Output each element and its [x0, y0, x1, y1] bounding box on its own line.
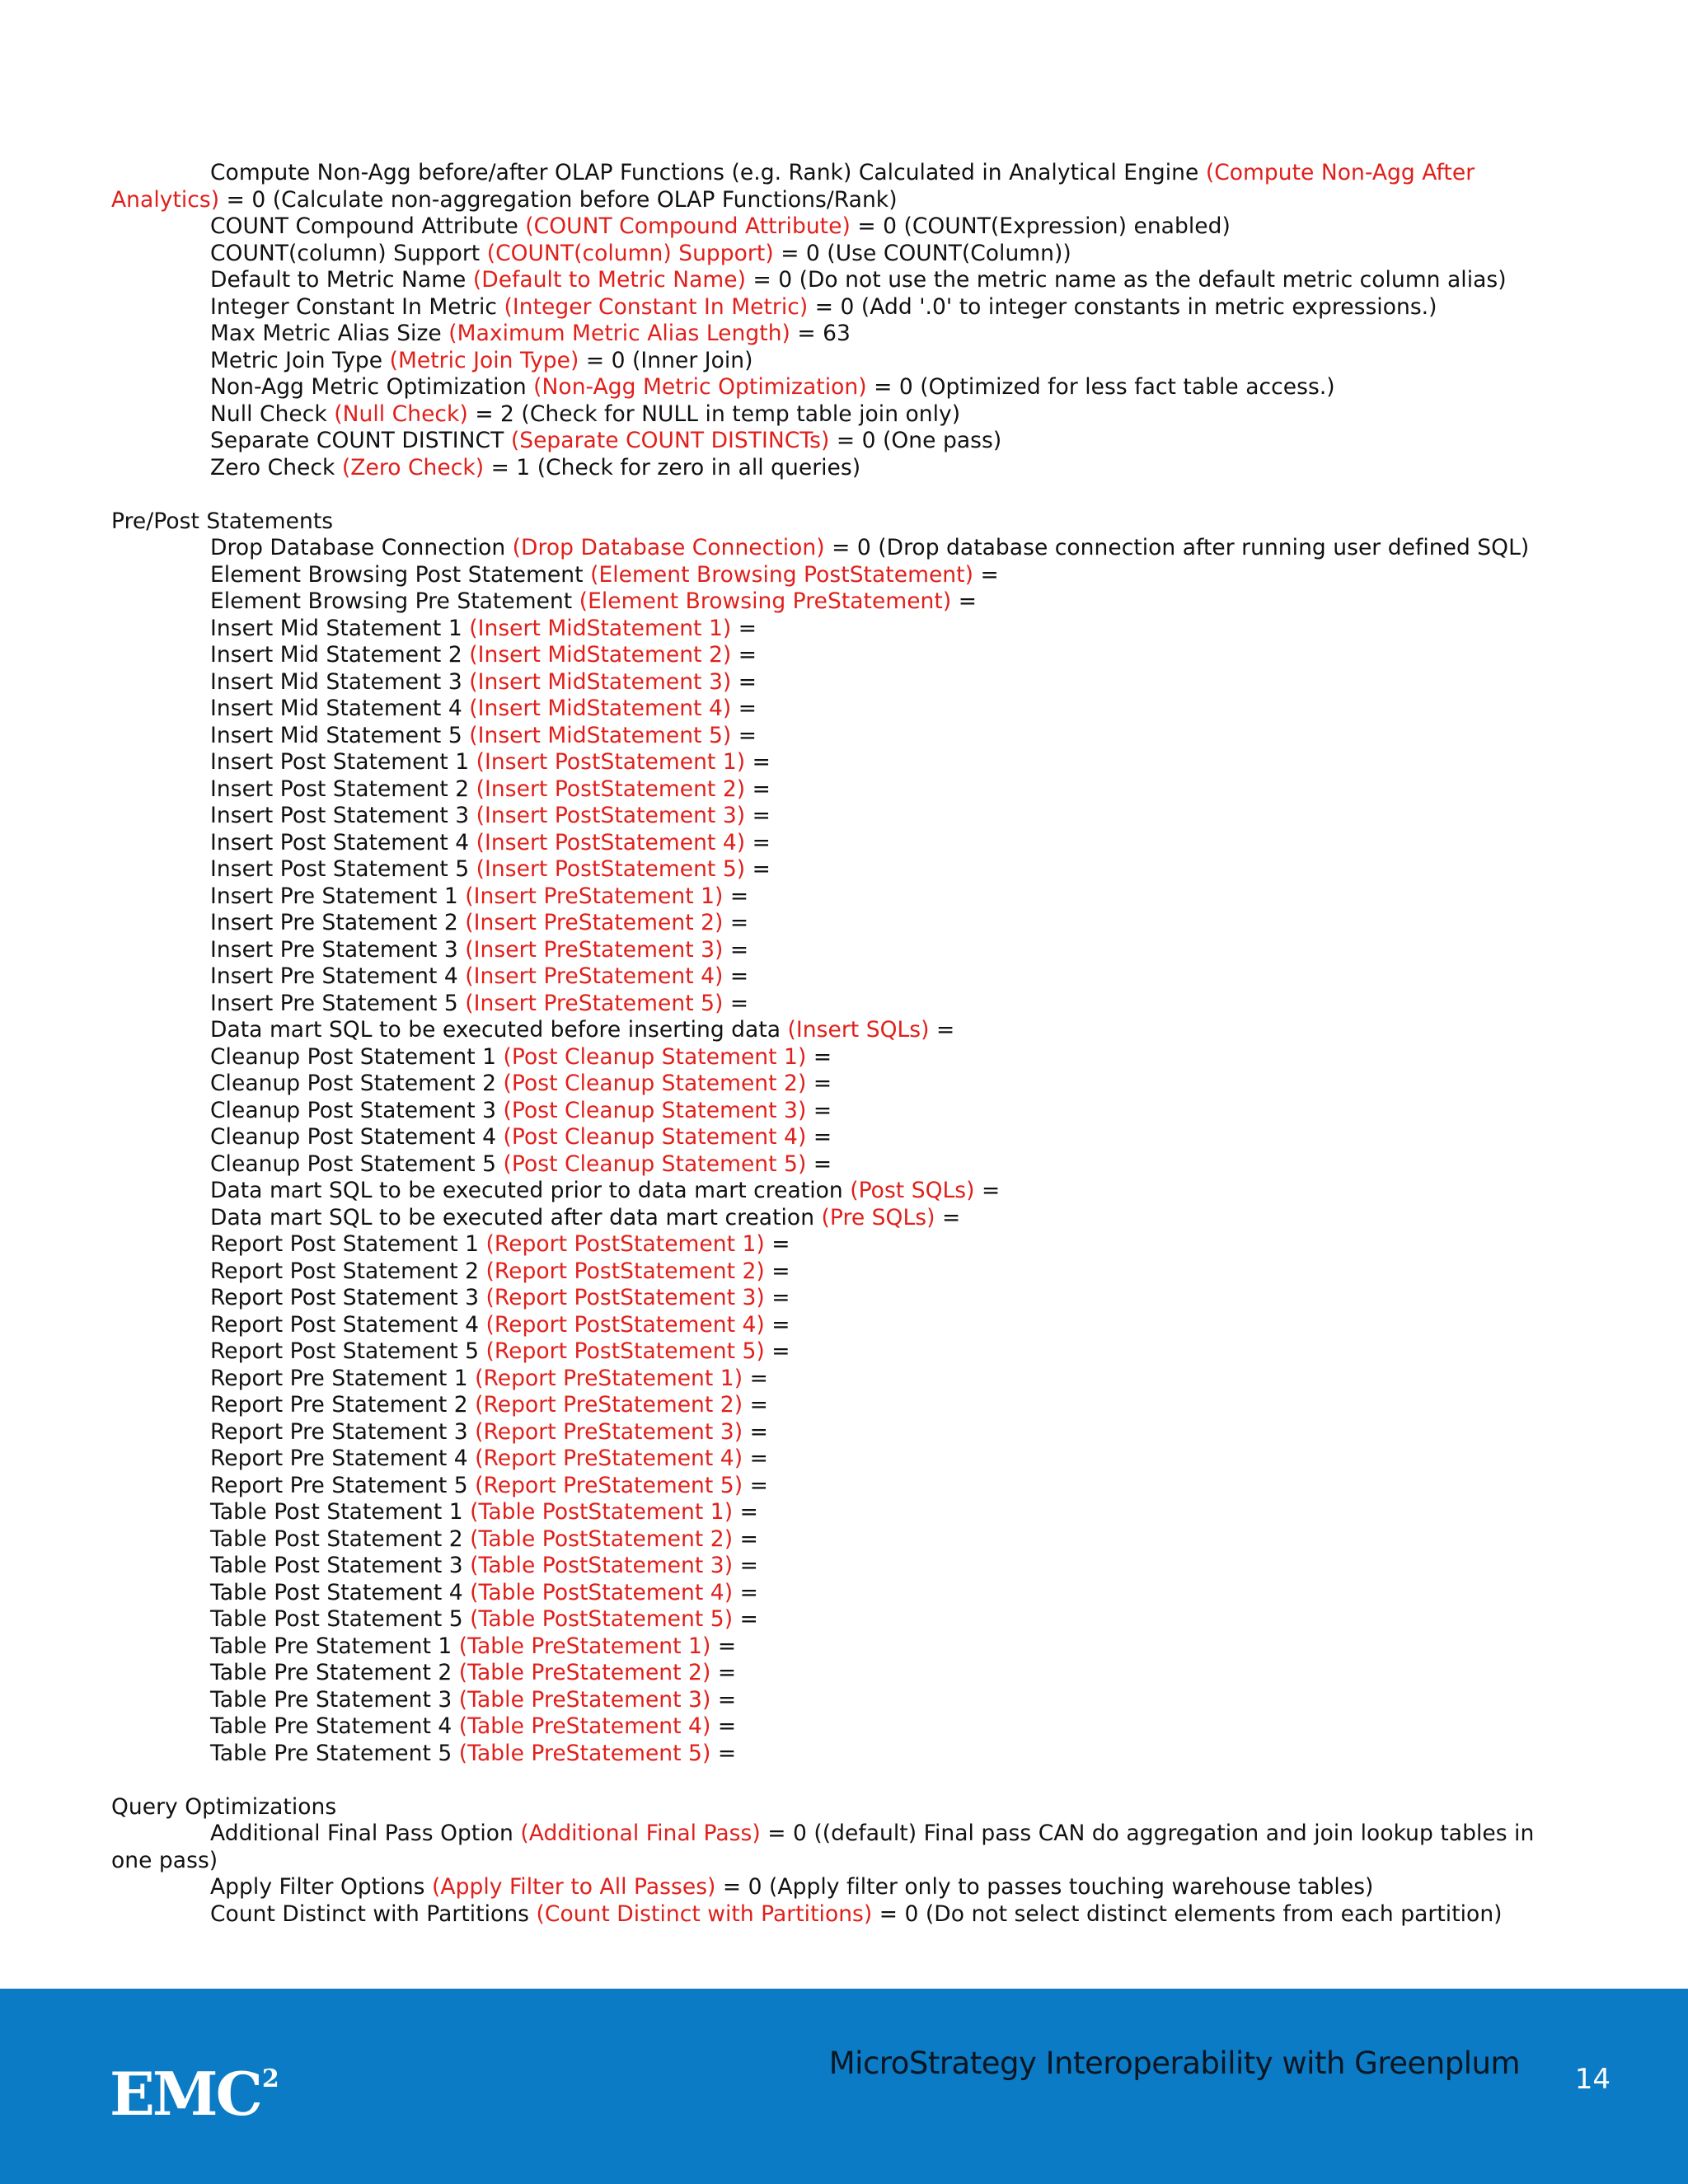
setting-value: = — [764, 1231, 790, 1257]
setting-line — [111, 1258, 1578, 1286]
setting-key: (Table PostStatement 1) — [470, 1499, 734, 1525]
setting-line — [111, 642, 1578, 669]
setting-value: = — [745, 749, 771, 775]
setting-name: Table Pre Statement 4 — [210, 1713, 459, 1739]
setting-name: Integer Constant In Metric — [210, 293, 504, 320]
setting-name: Report Pre Statement 1 — [210, 1365, 476, 1391]
setting-value: = 0 (Inner Join) — [579, 347, 753, 373]
setting-value: = — [973, 561, 999, 588]
setting-key: (Insert MidStatement 4) — [469, 696, 732, 721]
setting-line — [111, 1901, 1578, 1929]
setting-name: Cleanup Post Statement 3 — [210, 1097, 504, 1123]
setting-value: = — [710, 1740, 737, 1766]
setting-line — [111, 588, 1578, 616]
setting-value: = — [745, 856, 771, 882]
setting-key: (Table PreStatement 4) — [458, 1713, 711, 1739]
setting-key: (Non-Agg Metric Optimization) — [533, 374, 867, 400]
setting-key: (Compute Non-Agg After Analytics) — [111, 160, 1475, 213]
setting-name: Insert Pre Statement 1 — [210, 883, 466, 909]
setting-value: = — [806, 1097, 832, 1123]
setting-line — [111, 963, 1578, 991]
setting-key: (Insert PreStatement 4) — [465, 963, 724, 989]
section-spacer — [111, 481, 1578, 509]
setting-line — [111, 1178, 1578, 1205]
setting-value: = — [723, 936, 749, 963]
setting-line — [111, 160, 1578, 213]
setting-value: = 0 (Do not use the metric name as the default metric column alias) — [746, 267, 1507, 293]
setting-key: (Report PostStatement 4) — [485, 1311, 765, 1338]
setting-name: Insert Mid Statement 4 — [210, 696, 470, 721]
setting-name: Table Post Statement 1 — [210, 1499, 471, 1525]
setting-name: Table Pre Statement 3 — [210, 1686, 459, 1713]
setting-value: = — [929, 1017, 955, 1043]
setting-value: = — [710, 1633, 737, 1659]
setting-line — [111, 374, 1578, 401]
setting-name: Max Metric Alias Size — [210, 321, 449, 346]
setting-key: (Table PostStatement 5) — [470, 1606, 734, 1632]
setting-name: Report Post Statement 5 — [210, 1338, 486, 1364]
setting-name: Table Pre Statement 1 — [210, 1633, 459, 1659]
setting-line — [111, 1071, 1578, 1098]
setting-name: Cleanup Post Statement 1 — [210, 1043, 504, 1070]
setting-line — [111, 213, 1578, 241]
setting-key: (Insert PreStatement 3) — [465, 936, 724, 963]
setting-key: (Table PreStatement 5) — [458, 1740, 711, 1766]
setting-value: = — [806, 1124, 832, 1150]
section-spacer — [111, 1767, 1578, 1794]
setting-name: Count Distinct with Partitions — [210, 1900, 537, 1927]
setting-value: = 0 (Do not select distinct elements from each partition) — [872, 1900, 1503, 1927]
setting-line — [111, 1366, 1578, 1393]
setting-value: = — [733, 1499, 758, 1525]
setting-name: Insert Post Statement 2 — [210, 776, 476, 802]
setting-name: Separate COUNT DISTINCT — [210, 428, 511, 453]
setting-line — [111, 1124, 1578, 1151]
setting-line — [111, 1713, 1578, 1741]
setting-line — [111, 1580, 1578, 1607]
setting-line — [111, 267, 1578, 294]
setting-key: (Insert PreStatement 5) — [465, 990, 724, 1016]
setting-key: (COUNT(column) Support) — [486, 240, 774, 266]
setting-key: (Table PreStatement 1) — [458, 1633, 711, 1659]
page-number: 14 — [1574, 2063, 1611, 2096]
setting-line — [111, 1633, 1578, 1661]
setting-value: = 1 (Check for zero in all queries) — [484, 454, 861, 480]
setting-line — [111, 1338, 1578, 1366]
setting-name: Drop Database Connection — [210, 535, 513, 560]
setting-name: Null Check — [210, 401, 335, 427]
setting-name: Cleanup Post Statement 4 — [210, 1124, 504, 1150]
setting-key: (Insert PostStatement 5) — [476, 856, 746, 882]
setting-value: = — [745, 803, 771, 828]
setting-name: Report Post Statement 2 — [210, 1258, 486, 1284]
setting-value: = — [974, 1178, 1001, 1203]
setting-line — [111, 1660, 1578, 1687]
setting-key: (Maximum Metric Alias Length) — [448, 321, 790, 346]
setting-line — [111, 1446, 1578, 1473]
setting-key: (Insert MidStatement 2) — [469, 642, 732, 668]
setting-key: (Insert PostStatement 4) — [476, 829, 746, 855]
setting-value: = — [733, 1606, 758, 1632]
setting-line — [111, 1392, 1578, 1419]
setting-line — [111, 321, 1578, 348]
setting-value: = — [743, 1392, 768, 1418]
setting-value: = — [745, 776, 771, 802]
setting-name: Insert Mid Statement 3 — [210, 668, 470, 695]
setting-value: = 2 (Check for NULL in temp table join only) — [467, 401, 961, 427]
setting-key: (Insert MidStatement 3) — [469, 668, 732, 695]
setting-key: (Report PreStatement 1) — [475, 1365, 743, 1391]
setting-value: = 0 (Apply filter only to passes touching warehouse tables) — [715, 1874, 1374, 1900]
setting-value: = — [731, 722, 757, 748]
setting-line — [111, 1821, 1578, 1874]
setting-name: Zero Check — [210, 454, 342, 480]
setting-name: Table Post Statement 2 — [210, 1526, 471, 1552]
setting-line — [111, 1687, 1578, 1714]
document-title: MicroStrategy Interoperability with Greenplum — [828, 2046, 1520, 2081]
setting-value: = — [733, 1553, 758, 1578]
logo-superscript: 2 — [261, 2064, 279, 2093]
setting-key: (Count Distinct with Partitions) — [536, 1900, 873, 1927]
setting-name: Table Post Statement 3 — [210, 1553, 471, 1578]
setting-key: (Insert PostStatement 3) — [476, 803, 746, 828]
setting-name: Insert Post Statement 3 — [210, 803, 476, 828]
setting-line — [111, 616, 1578, 643]
setting-line — [111, 803, 1578, 830]
setting-name: Insert Post Statement 4 — [210, 829, 476, 855]
setting-key: (Report PostStatement 1) — [485, 1231, 765, 1257]
setting-value: = 0 (Calculate non-aggregation before OLAP Functions/Rank) — [219, 186, 898, 213]
setting-key: (Report PostStatement 2) — [485, 1258, 765, 1284]
setting-key: (Post Cleanup Statement 5) — [503, 1151, 807, 1177]
setting-name: Insert Pre Statement 2 — [210, 910, 466, 935]
setting-line — [111, 1499, 1578, 1526]
setting-key: (Pre SQLs) — [821, 1204, 935, 1230]
setting-value: = — [731, 668, 757, 695]
setting-value: = — [764, 1285, 790, 1310]
setting-key: (Drop Database Connection) — [512, 535, 825, 560]
setting-name: Report Post Statement 4 — [210, 1311, 486, 1338]
setting-value: = 0 (Add '.0' to integer constants in metric expressions.) — [808, 293, 1437, 320]
setting-key: (Separate COUNT DISTINCTs) — [510, 428, 830, 453]
setting-key: (Zero Check) — [341, 454, 485, 480]
setting-name: Default to Metric Name — [210, 267, 473, 293]
setting-line — [111, 241, 1578, 268]
setting-line — [111, 1285, 1578, 1312]
setting-name: Cleanup Post Statement 2 — [210, 1071, 504, 1096]
setting-line — [111, 348, 1578, 375]
setting-line — [111, 1151, 1578, 1179]
setting-line — [111, 294, 1578, 321]
setting-line — [111, 1044, 1578, 1071]
setting-name: Non-Agg Metric Optimization — [210, 374, 534, 400]
setting-key: (Report PreStatement 5) — [475, 1472, 743, 1498]
setting-name: Insert Post Statement 1 — [210, 749, 476, 775]
setting-line — [111, 991, 1578, 1018]
setting-key: (Element Browsing PreStatement) — [579, 588, 952, 614]
setting-key: (Insert PostStatement 1) — [476, 749, 746, 775]
setting-line — [111, 535, 1578, 562]
setting-value: = — [764, 1338, 790, 1364]
setting-value: = — [731, 615, 757, 641]
setting-key: (Apply Filter to All Passes) — [432, 1874, 716, 1900]
setting-value: = — [743, 1365, 768, 1391]
setting-line — [111, 1606, 1578, 1633]
setting-line — [111, 428, 1578, 455]
setting-value: = — [731, 642, 757, 668]
setting-value: = — [723, 990, 749, 1016]
setting-line — [111, 1874, 1578, 1901]
setting-line — [111, 883, 1578, 911]
setting-key: (Insert SQLs) — [787, 1017, 930, 1043]
setting-name: Report Post Statement 3 — [210, 1285, 486, 1310]
setting-name: Insert Pre Statement 3 — [210, 936, 466, 963]
setting-key: (Post Cleanup Statement 3) — [503, 1097, 807, 1123]
setting-line — [111, 723, 1578, 750]
setting-line — [111, 1205, 1578, 1232]
setting-key: (Table PreStatement 2) — [458, 1660, 711, 1685]
setting-name: Apply Filter Options — [210, 1874, 433, 1900]
setting-value: = — [745, 829, 771, 855]
setting-key: (Table PreStatement 3) — [458, 1686, 711, 1713]
setting-line — [111, 696, 1578, 723]
setting-name: Data mart SQL to be executed prior to data mart creation — [210, 1178, 851, 1203]
setting-line — [111, 1553, 1578, 1580]
setting-line — [111, 1098, 1578, 1125]
setting-value: = — [733, 1526, 758, 1552]
setting-value: = — [951, 588, 977, 614]
setting-line — [111, 562, 1578, 589]
setting-key: (Report PostStatement 5) — [485, 1338, 765, 1364]
setting-value: = — [743, 1446, 768, 1471]
setting-line — [111, 1017, 1578, 1044]
setting-value: = — [764, 1311, 790, 1338]
setting-key: (Post Cleanup Statement 1) — [503, 1043, 807, 1070]
setting-line — [111, 669, 1578, 696]
setting-name: Insert Pre Statement 4 — [210, 963, 466, 989]
setting-value: = — [806, 1151, 832, 1177]
setting-line — [111, 1419, 1578, 1446]
setting-name: Cleanup Post Statement 5 — [210, 1151, 504, 1177]
setting-key: (Null Check) — [334, 401, 468, 427]
setting-value: = — [806, 1043, 832, 1070]
setting-value: = — [731, 696, 757, 721]
setting-name: Additional Final Pass Option — [210, 1821, 521, 1846]
setting-name: Report Pre Statement 4 — [210, 1446, 476, 1471]
setting-value: = — [710, 1686, 737, 1713]
setting-value: = 63 — [790, 321, 851, 346]
setting-name: Data mart SQL to be executed after data mart creation — [210, 1204, 822, 1230]
setting-key: (Insert PostStatement 2) — [476, 776, 746, 802]
setting-name: COUNT Compound Attribute — [210, 213, 526, 239]
setting-name: Data mart SQL to be executed before inserting data — [210, 1017, 788, 1043]
setting-name: Element Browsing Pre Statement — [210, 588, 579, 614]
setting-line — [111, 937, 1578, 964]
setting-name: Report Pre Statement 3 — [210, 1418, 476, 1445]
setting-key: (COUNT Compound Attribute) — [525, 213, 851, 239]
setting-value: = 0 (One pass) — [829, 428, 1002, 453]
setting-line — [111, 856, 1578, 883]
setting-key: (Insert MidStatement 5) — [469, 722, 732, 748]
section-heading: Pre/Post Statements — [111, 508, 334, 534]
setting-value: = — [806, 1071, 832, 1096]
setting-name: Report Pre Statement 2 — [210, 1392, 476, 1418]
setting-name: Table Pre Statement 5 — [210, 1740, 459, 1766]
setting-key: (Insert PreStatement 1) — [465, 883, 724, 909]
setting-key: (Report PreStatement 3) — [475, 1418, 743, 1445]
setting-name: COUNT(column) Support — [210, 240, 487, 266]
setting-key: (Element Browsing PostStatement) — [590, 561, 973, 588]
setting-value: = 0 (Optimized for less fact table access.) — [866, 374, 1335, 400]
setting-value: = — [743, 1418, 768, 1445]
setting-line — [111, 830, 1578, 857]
setting-key: (Report PreStatement 4) — [475, 1446, 743, 1471]
setting-name: Report Post Statement 1 — [210, 1231, 486, 1257]
setting-line — [111, 1526, 1578, 1554]
setting-value: = — [723, 883, 749, 909]
setting-line — [111, 749, 1578, 776]
setting-value: = — [733, 1579, 758, 1605]
setting-key: (Report PostStatement 3) — [485, 1285, 765, 1310]
setting-line — [111, 910, 1578, 937]
setting-line — [111, 1231, 1578, 1258]
setting-value: = — [723, 910, 749, 935]
setting-name: Table Post Statement 4 — [210, 1579, 471, 1605]
setting-value: = — [710, 1660, 737, 1685]
document-body — [111, 160, 1578, 1928]
setting-key: (Insert PreStatement 2) — [465, 910, 724, 935]
setting-line — [111, 455, 1578, 482]
setting-key: (Default to Metric Name) — [472, 267, 746, 293]
setting-value: = — [723, 963, 749, 989]
setting-name: Report Pre Statement 5 — [210, 1472, 476, 1498]
setting-value: = 0 (COUNT(Expression) enabled) — [850, 213, 1231, 239]
setting-key: (Table PostStatement 4) — [470, 1579, 734, 1605]
setting-line — [111, 1741, 1578, 1768]
setting-name: Element Browsing Post Statement — [210, 561, 591, 588]
setting-value: = 0 ((default) Final pass CAN do aggregation and join lookup tables in one pass) — [111, 1821, 1535, 1873]
setting-key: (Report PreStatement 2) — [475, 1392, 743, 1418]
emc-logo — [110, 2046, 279, 2127]
logo-text: EMC — [110, 2059, 260, 2129]
setting-line — [111, 401, 1578, 429]
setting-key: (Post SQLs) — [850, 1178, 975, 1203]
setting-name: Insert Mid Statement 2 — [210, 642, 470, 668]
setting-key: (Additional Final Pass) — [520, 1821, 761, 1846]
setting-value: = 0 (Use COUNT(Column)) — [773, 240, 1071, 266]
setting-key: (Integer Constant In Metric) — [504, 293, 809, 320]
setting-value: = — [743, 1472, 768, 1498]
setting-name: Insert Mid Statement 1 — [210, 615, 470, 641]
setting-name: Insert Post Statement 5 — [210, 856, 476, 882]
setting-line — [111, 1473, 1578, 1500]
setting-line — [111, 776, 1578, 804]
setting-value: = — [764, 1258, 790, 1284]
setting-name: Compute Non-Agg before/after OLAP Functions (e.g. Rank) Calculated in Analytical Engine — [210, 160, 1206, 185]
setting-name: Insert Pre Statement 5 — [210, 990, 466, 1016]
setting-value: = — [935, 1204, 961, 1230]
setting-value: = — [710, 1713, 737, 1739]
setting-name: Metric Join Type — [210, 347, 390, 373]
setting-name: Insert Mid Statement 5 — [210, 722, 470, 748]
setting-name: Table Pre Statement 2 — [210, 1660, 459, 1685]
setting-line — [111, 1312, 1578, 1339]
setting-key: (Post Cleanup Statement 4) — [503, 1124, 807, 1150]
setting-value: = 0 (Drop database connection after running user defined SQL) — [824, 535, 1530, 560]
setting-key: (Table PostStatement 3) — [470, 1553, 734, 1578]
setting-key: (Insert MidStatement 1) — [469, 615, 732, 641]
setting-key: (Metric Join Type) — [389, 347, 579, 373]
setting-key: (Post Cleanup Statement 2) — [503, 1071, 807, 1096]
setting-key: (Table PostStatement 2) — [470, 1526, 734, 1552]
section-heading: Query Optimizations — [111, 1793, 337, 1820]
setting-name: Table Post Statement 5 — [210, 1606, 471, 1632]
